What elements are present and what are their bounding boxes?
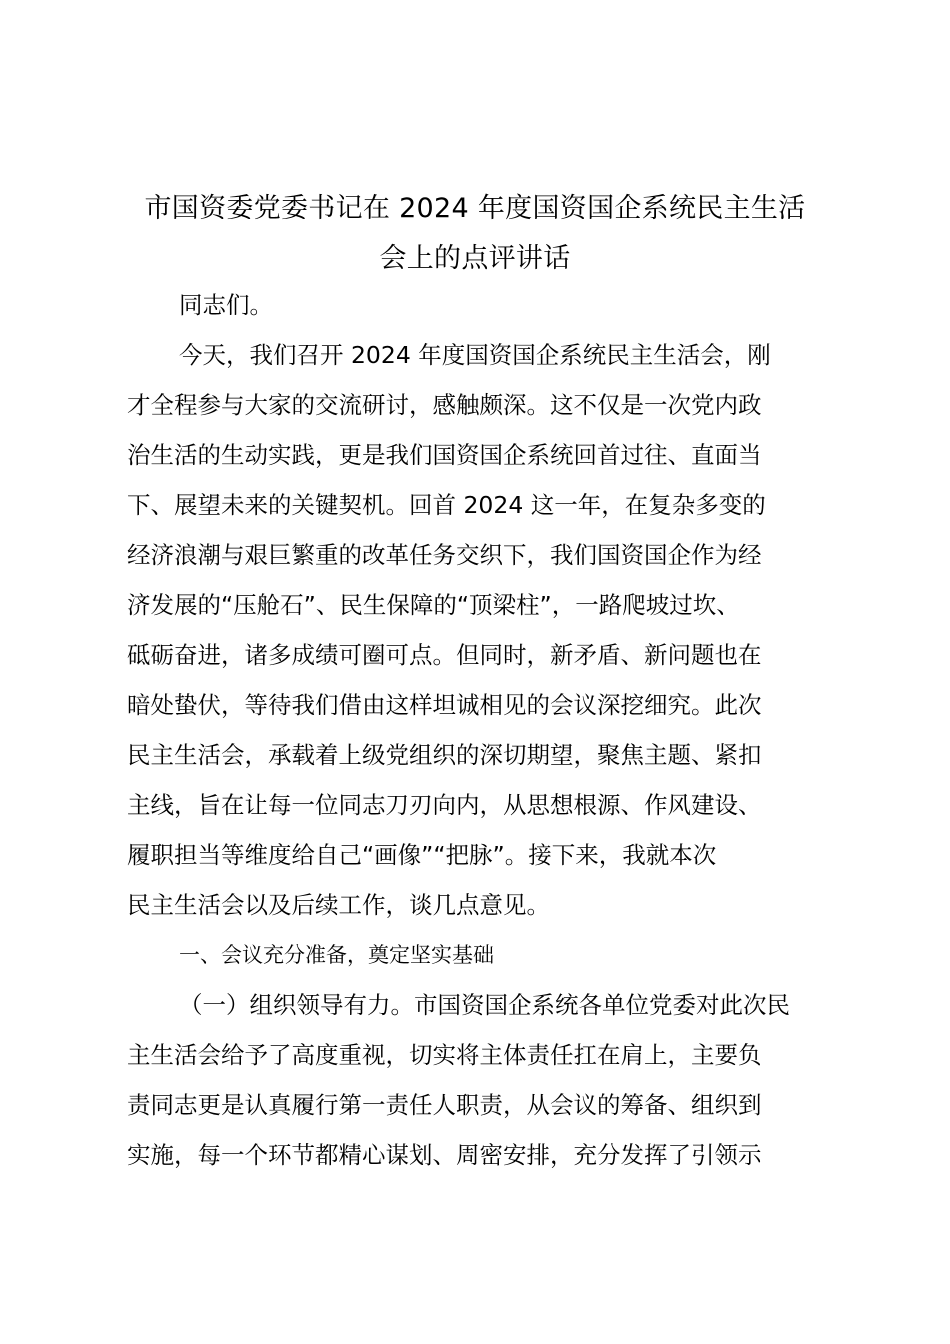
title-line-1: 市国资委党委书记在 2024 年度国资国企系统民主生活: [144, 193, 806, 224]
paragraph-2-line: 实施，每一个环节都精心谋划、周密安排，充分发挥了引领示: [127, 1141, 762, 1169]
paragraph-1-line: 履职担当等维度给自己“画像”“把脉”。接下来，我就本次: [127, 841, 717, 869]
paragraph-1: [127, 330, 837, 930]
paragraph-2: [127, 980, 837, 1180]
paragraph-1-line: 民主生活会以及后续工作，谈几点意见。: [127, 891, 550, 919]
paragraph-1-line: 主线，旨在让每一位同志刀刃向内，从思想根源、作风建设、: [127, 791, 762, 819]
paragraph-1-line: 暗处蛰伏，等待我们借由这样坦诚相见的会议深挖细究。此次: [127, 691, 762, 719]
paragraph-1-line: 下、展望未来的关键契机。回首 2024 这一年，在复杂多变的: [127, 491, 766, 519]
paragraph-1-line: 济发展的“压舱石”、民生保障的“顶梁柱”，一路爬坡过坎、: [127, 591, 740, 619]
document-body: [127, 280, 837, 1180]
salutation: 同志们。: [179, 291, 273, 319]
paragraph-1-line: 治生活的生动实践，更是我们国资国企系统回首过往、直面当: [127, 441, 762, 469]
document-title: [110, 184, 840, 284]
paragraph-1-line: 砥砺奋进，诸多成绩可圈可点。但同时，新矛盾、新问题也在: [127, 641, 762, 669]
paragraph-1-line: 经济浪潮与艰巨繁重的改革任务交织下，我们国资国企作为经: [127, 541, 762, 569]
paragraph-2-line: （一）组织领导有力。市国资国企系统各单位党委对此次民: [179, 991, 790, 1019]
paragraph-1-line: 今天，我们召开 2024 年度国资国企系统民主生活会，刚: [179, 341, 771, 369]
paragraph-1-line: 民主生活会，承载着上级党组织的深切期望，聚焦主题、紧扣: [127, 741, 762, 769]
paragraph-1-line: 才全程参与大家的交流研讨，感触颇深。这不仅是一次党内政: [127, 391, 762, 419]
paragraph-2-line: 责同志更是认真履行第一责任人职责，从会议的筹备、组织到: [127, 1091, 762, 1119]
paragraph-2-line: 主生活会给予了高度重视，切实将主体责任扛在肩上，主要负: [127, 1041, 762, 1069]
title-line-2: 会上的点评讲话: [379, 243, 571, 274]
section-heading-1: 一、会议充分准备，奠定坚实基础: [179, 943, 494, 967]
